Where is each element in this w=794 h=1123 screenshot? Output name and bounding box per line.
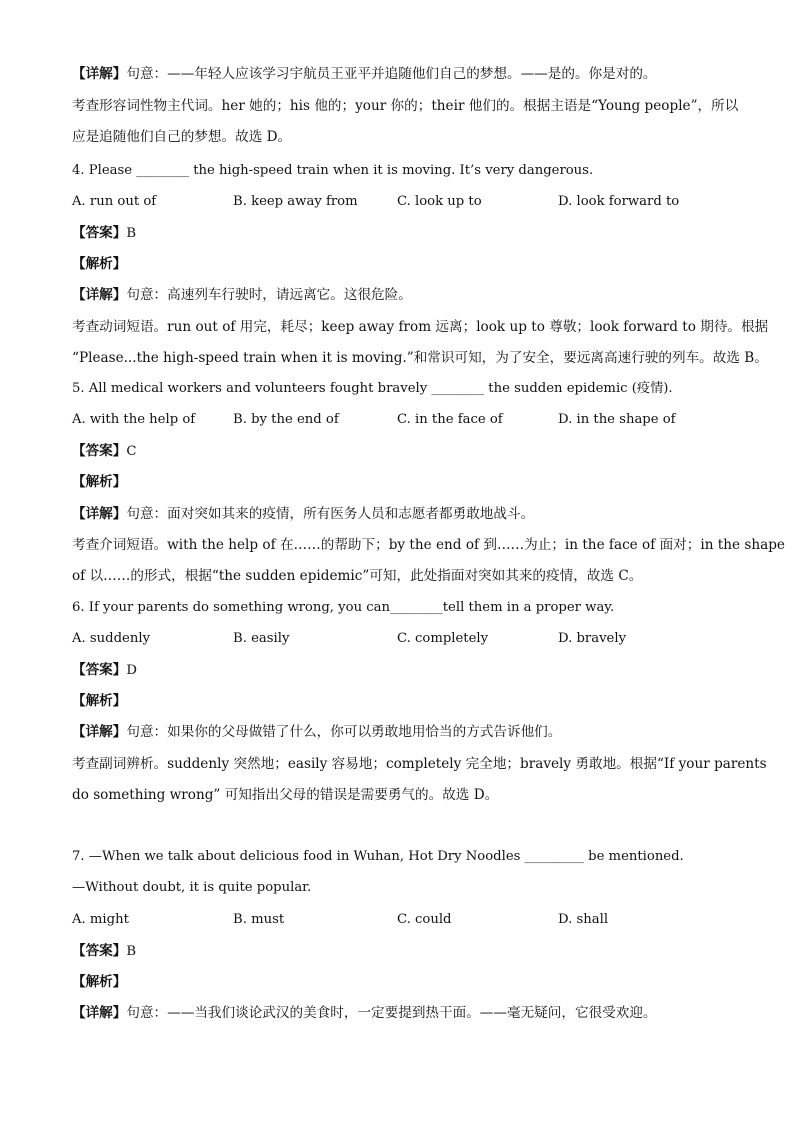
option-c: C. completely bbox=[397, 631, 489, 646]
detail-label: 【详解】 bbox=[72, 724, 127, 740]
q6-question: 6. If your parents do something wrong, you can________tell them in a proper way. bbox=[72, 600, 615, 615]
detail-label: 【详解】 bbox=[72, 287, 127, 303]
q5-detail-line bbox=[72, 504, 534, 524]
answer-value: D bbox=[126, 663, 137, 678]
q4-analysis-line-1: 考查动词短语。run out of 用完，耗尽；keep away from 远离；look up to 尊敬；look forward to 期待。根据 bbox=[72, 319, 769, 335]
q6-detail-line bbox=[72, 722, 561, 742]
detail-text: 句意：——年轻人应该学习宇航员王亚平并追随他们自己的梦想。——是的。你是对的。 bbox=[126, 66, 657, 82]
option-c: C. look up to bbox=[397, 194, 482, 209]
q5-jiexi-label: 【解析】 bbox=[72, 474, 127, 490]
q5-options bbox=[72, 410, 724, 430]
option-c: C. in the face of bbox=[397, 412, 503, 427]
q7-question-line-2: —Without doubt, it is quite popular. bbox=[72, 880, 312, 895]
detail-text: 句意：——当我们谈论武汉的美食时，一定要提到热干面。——毫无疑问，它很受欢迎。 bbox=[126, 1005, 657, 1021]
detail-text: 句意：高速列车行驶时，请远离它。这很危险。 bbox=[126, 287, 412, 303]
option-d: D. shall bbox=[558, 912, 609, 927]
answer-value: B bbox=[126, 226, 137, 241]
q7-detail-line bbox=[72, 1003, 657, 1023]
answer-label: 【答案】 bbox=[72, 943, 127, 959]
option-a: A. might bbox=[72, 912, 129, 927]
answer-label: 【答案】 bbox=[72, 225, 127, 241]
q7-options bbox=[72, 910, 724, 930]
q7-jiexi-label: 【解析】 bbox=[72, 974, 127, 990]
answer-value: C bbox=[126, 444, 137, 459]
option-a: A. run out of bbox=[72, 194, 157, 209]
q6-analysis-line-2: do something wrong” 可知指出父母的错误是需要勇气的。故选 D。 bbox=[72, 787, 499, 803]
q6-answer bbox=[72, 660, 137, 681]
q6-jiexi-label: 【解析】 bbox=[72, 693, 127, 709]
option-d: D. look forward to bbox=[558, 194, 680, 209]
option-a: A. suddenly bbox=[72, 631, 151, 646]
option-b: B. must bbox=[233, 912, 285, 927]
answer-label: 【答案】 bbox=[72, 443, 127, 459]
option-c: C. could bbox=[397, 912, 452, 927]
q4-jiexi-label: 【解析】 bbox=[72, 256, 127, 272]
q7-answer bbox=[72, 941, 136, 962]
option-d: D. bravely bbox=[558, 631, 627, 646]
q4-question: 4. Please ________ the high-speed train when it is moving. It’s very dangerous. bbox=[72, 163, 594, 178]
q4-answer bbox=[72, 223, 136, 244]
answer-label: 【答案】 bbox=[72, 662, 127, 678]
detail-label: 【详解】 bbox=[72, 66, 127, 82]
q5-analysis-line-2: of 以……的形式，根据“the sudden epidemic”可知，此处指面对突如其来的疫情，故选 C。 bbox=[72, 568, 643, 584]
q6-analysis-line-1: 考查副词辨析。suddenly 突然地；easily 容易地；completely 完全地；bravely 勇敢地。根据“If your parents bbox=[72, 756, 767, 772]
detail-label: 【详解】 bbox=[72, 1005, 127, 1021]
answer-value: B bbox=[126, 944, 137, 959]
detail-text: 句意：如果你的父母做错了什么，你可以勇敢地用恰当的方式告诉他们。 bbox=[126, 724, 562, 740]
q3-analysis-line-2: 应是追随他们自己的梦想。故选 D。 bbox=[72, 129, 292, 145]
q4-analysis-line-2: “Please...the high-speed train when it is moving.”和常识可知，为了安全，要远离高速行驶的列车。故选 B。 bbox=[72, 350, 768, 366]
q4-options bbox=[72, 192, 724, 212]
option-b: B. keep away from bbox=[233, 194, 358, 209]
option-d: D. in the shape of bbox=[558, 412, 676, 427]
q6-options bbox=[72, 629, 724, 649]
q4-detail-line bbox=[72, 285, 412, 305]
q3-detail-line bbox=[72, 64, 657, 84]
q3-analysis-line-1: 考查形容词性物主代词。her 她的；his 他的；your 你的；their 他们的。根据主语是“Young people”，所以 bbox=[72, 98, 739, 114]
q5-analysis-line-1: 考查介词短语。with the help of 在……的帮助下；by the end of 到……为止；in the face of 面对；in the shape bbox=[72, 537, 785, 553]
detail-text: 句意：面对突如其来的疫情，所有医务人员和志愿者都勇敢地战斗。 bbox=[126, 506, 535, 522]
option-a: A. with the help of bbox=[72, 412, 196, 427]
q5-question: 5. All medical workers and volunteers fought bravely ________ the sudden epidemic (疫情). bbox=[72, 381, 673, 396]
detail-label: 【详解】 bbox=[72, 506, 127, 522]
q7-question-line-1: 7. —When we talk about delicious food in Wuhan, Hot Dry Noodles _________ be mentioned. bbox=[72, 849, 684, 864]
q5-answer bbox=[72, 441, 136, 462]
option-b: B. by the end of bbox=[233, 412, 339, 427]
option-b: B. easily bbox=[233, 631, 290, 646]
